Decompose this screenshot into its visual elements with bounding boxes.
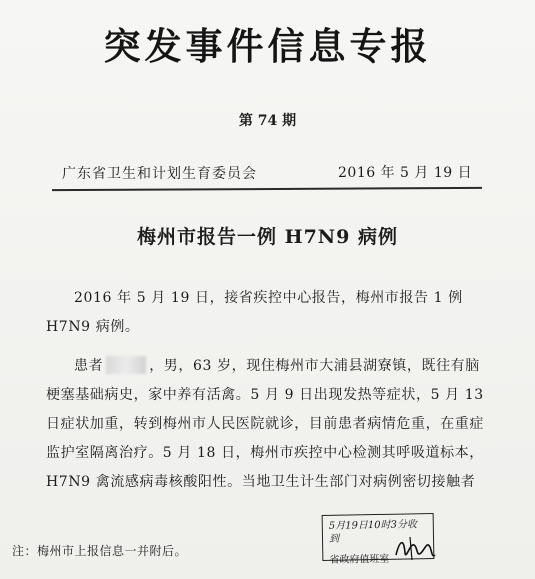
issuing-agency: 广东省卫生和计划生育委员会 bbox=[62, 166, 257, 182]
paragraph-summary: 2016 年 5 月 19 日，接省疾控中心报告，梅州市报告 1 例 H7N9 病例。 bbox=[46, 290, 463, 335]
document-title: 突发事件信息专报 bbox=[103, 24, 432, 68]
patient-label: 患者 bbox=[74, 358, 104, 374]
stamp-office: 省政府值班室 bbox=[329, 553, 390, 566]
footnote: 注：梅州市上报信息一并附后。 bbox=[12, 544, 188, 558]
issue-number: 第 74 期 bbox=[238, 113, 297, 129]
stamp-received-time: 5月19日10时3分收到 bbox=[328, 519, 418, 545]
report-body bbox=[46, 284, 486, 497]
redacted-name bbox=[106, 356, 146, 374]
issue-date: 2016 年 5 月 19 日 bbox=[338, 165, 473, 181]
header-rule bbox=[52, 187, 482, 191]
handwritten-signature bbox=[392, 533, 438, 563]
report-headline: 梅州市报告一例 H7N9 病例 bbox=[137, 226, 398, 248]
paragraph-patient bbox=[46, 352, 486, 497]
patient-details: ，男，63 岁，现住梅州市大浦县湖寮镇，既往有脑梗塞基础病史，家中养有活禽。5 月 9 日出现发热等症状，5 月 13 日症状加重，转到梅州市人民医院就诊，目前患者病情危重，在重症监护室隔离治疗。5 月 18 日，梅州市疾控中心检测其呼吸道标本，H7N9 禽流感病毒核酸阳性。当地卫生计生部门对病例密切接触者 bbox=[46, 358, 484, 490]
